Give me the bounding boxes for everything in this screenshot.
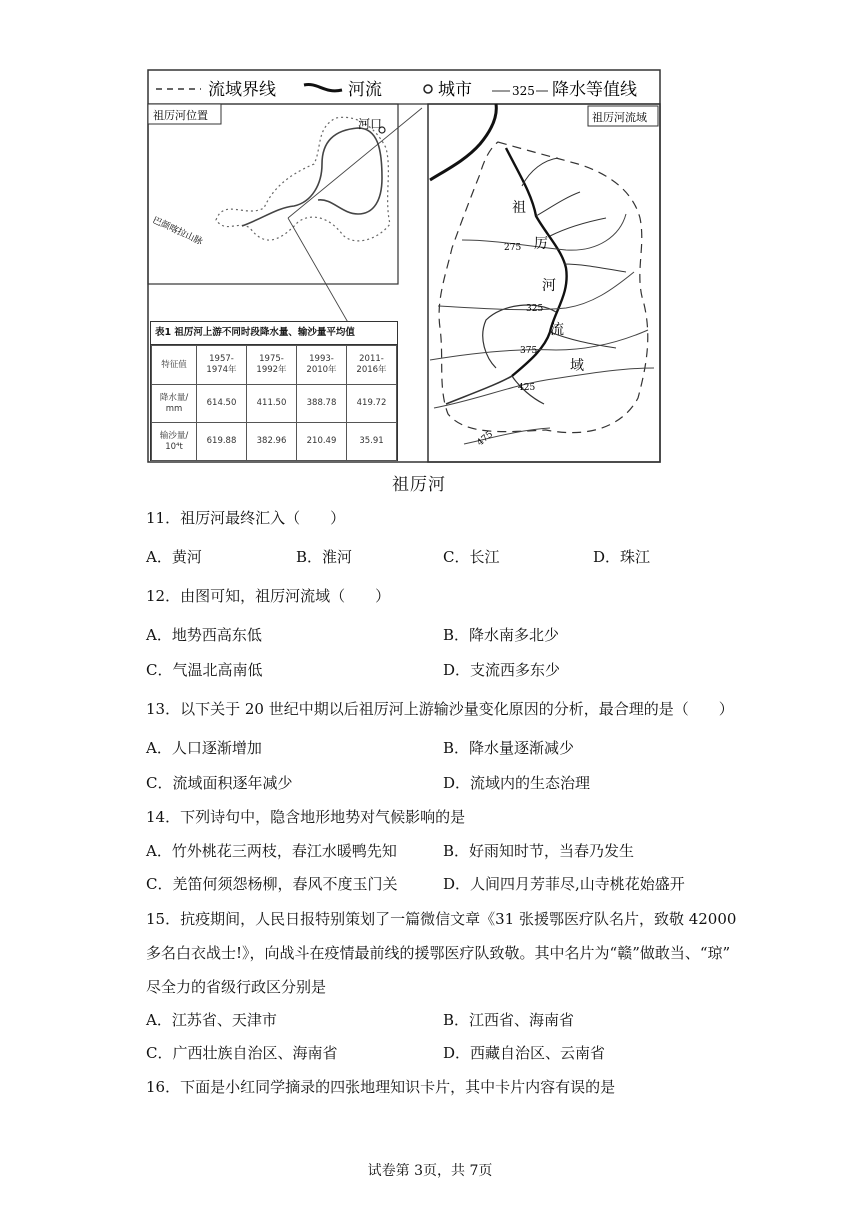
basin-label-char-5: 域	[570, 358, 584, 374]
basin-label-char-1: 祖	[512, 200, 526, 216]
isoline-325-label: 325	[526, 304, 544, 314]
table-row	[152, 423, 397, 461]
q13-option-d[interactable]: D．流域内的生态治理	[443, 774, 591, 792]
isoline-425-label: 425	[518, 383, 536, 393]
q13-option-b[interactable]: B．降水量逐渐减少	[443, 739, 575, 757]
legend-isoline-label: 降水等值线	[552, 80, 637, 100]
q13-option-c[interactable]: C．流域面积逐年减少	[146, 774, 293, 792]
q14-option-c[interactable]: C．羌笛何须怨杨柳，春风不度玉门关	[146, 875, 398, 893]
legend-boundary-label: 流域界线	[208, 80, 276, 100]
q11-option-d[interactable]: D．珠江	[593, 548, 651, 566]
q14-option-a[interactable]: A．竹外桃花三两枝，春江水暖鸭先知	[146, 842, 397, 860]
right-panel-title: 祖厉河流域	[592, 111, 647, 124]
table-header-cell: 1993- 2010年	[297, 346, 347, 385]
table-cell: 619.88	[197, 423, 247, 461]
table-cell: 382.96	[247, 423, 297, 461]
table-cell: 411.50	[247, 385, 297, 423]
table-title: 表1 祖厉河上游不同时段降水量、输沙量平均值	[151, 322, 397, 345]
basin-label-char-4: 流	[550, 322, 564, 338]
question-15-stem-line-1: 15．抗疫期间，人民日报特别策划了一篇微信文章《31 张援鄂医疗队名片，致敬 42000	[146, 910, 737, 928]
q15-option-a[interactable]: A．江苏省、天津市	[146, 1011, 277, 1029]
basin-label-char-3: 河	[542, 278, 556, 294]
table-cell: 388.78	[297, 385, 347, 423]
question-11-stem: 11．祖厉河最终汇入（ ）	[146, 509, 346, 527]
question-15-stem-line-2: 多名白衣战士!》，向战斗在疫情最前线的援鄂医疗队致敬。其中名片为“赣”做敢当、“琼”	[146, 944, 731, 962]
table-header-row	[152, 346, 397, 385]
q15-option-c[interactable]: C．广西壮族自治区、海南省	[146, 1044, 338, 1062]
figure-caption: 祖厉河	[392, 475, 446, 495]
question-12-stem: 12．由图可知，祖厉河流域（ ）	[146, 587, 391, 605]
legend-river-label: 河流	[348, 80, 382, 100]
isoline-375-label: 375	[520, 346, 538, 356]
table-header-cell: 1975- 1992年	[247, 346, 297, 385]
q12-option-d[interactable]: D．支流西多东少	[443, 661, 561, 679]
table-cell: 419.72	[347, 385, 397, 423]
isoline-275-label: 275	[504, 243, 522, 253]
table-cell: 35.91	[347, 423, 397, 461]
table-header-cell: 2011- 2016年	[347, 346, 397, 385]
table-header-cell: 特征值	[152, 346, 197, 385]
q12-option-b[interactable]: B．降水南多北少	[443, 626, 560, 644]
isoline-475-label: 475	[475, 429, 496, 449]
page-footer: 试卷第 3页，共 7页	[367, 1163, 493, 1179]
q14-option-b[interactable]: B．好雨知时节，当春乃发生	[443, 842, 635, 860]
q15-option-d[interactable]: D．西藏自治区、云南省	[443, 1044, 606, 1062]
q11-option-b[interactable]: B．淮河	[296, 548, 353, 566]
hekou-city-label: 河口	[358, 117, 383, 131]
table-row-label: 降水量/ mm	[152, 385, 197, 423]
question-14-stem: 14．下列诗句中，隐含地形地势对气候影响的是	[146, 808, 466, 826]
q11-option-c[interactable]: C．长江	[443, 548, 500, 566]
table-row-label: 输沙量/ 10⁴t	[152, 423, 197, 461]
q11-option-a[interactable]: A．黄河	[146, 548, 202, 566]
question-13-stem: 13．以下关于 20 世纪中期以后祖厉河上游输沙量变化原因的分析，最合理的是（ ）	[146, 700, 734, 718]
q13-option-a[interactable]: A．人口逐渐增加	[146, 739, 262, 757]
q14-option-d[interactable]: D．人间四月芳菲尽,山寺桃花始盛开	[443, 875, 685, 893]
table-cell: 210.49	[297, 423, 347, 461]
q15-option-b[interactable]: B．江西省、海南省	[443, 1011, 575, 1029]
basin-label-char-2: 厉	[534, 236, 548, 252]
mountain-range-label: 巴颜喀拉山脉	[150, 215, 204, 248]
legend-isoline-value: 325	[512, 84, 535, 98]
table-cell: 614.50	[197, 385, 247, 423]
sediment-data-table	[150, 321, 398, 461]
table-header-cell: 1957- 1974年	[197, 346, 247, 385]
left-panel-title: 祖厉河位置	[153, 109, 208, 122]
q12-option-a[interactable]: A．地势西高东低	[146, 626, 262, 644]
question-16-stem: 16．下面是小红同学摘录的四张地理知识卡片，其中卡片内容有误的是	[146, 1078, 616, 1096]
legend-city-label: 城市	[438, 80, 472, 100]
q12-option-c[interactable]: C．气温北高南低	[146, 661, 263, 679]
question-15-stem-line-3: 尽全力的省级行政区分别是	[146, 978, 327, 996]
table-row	[152, 385, 397, 423]
